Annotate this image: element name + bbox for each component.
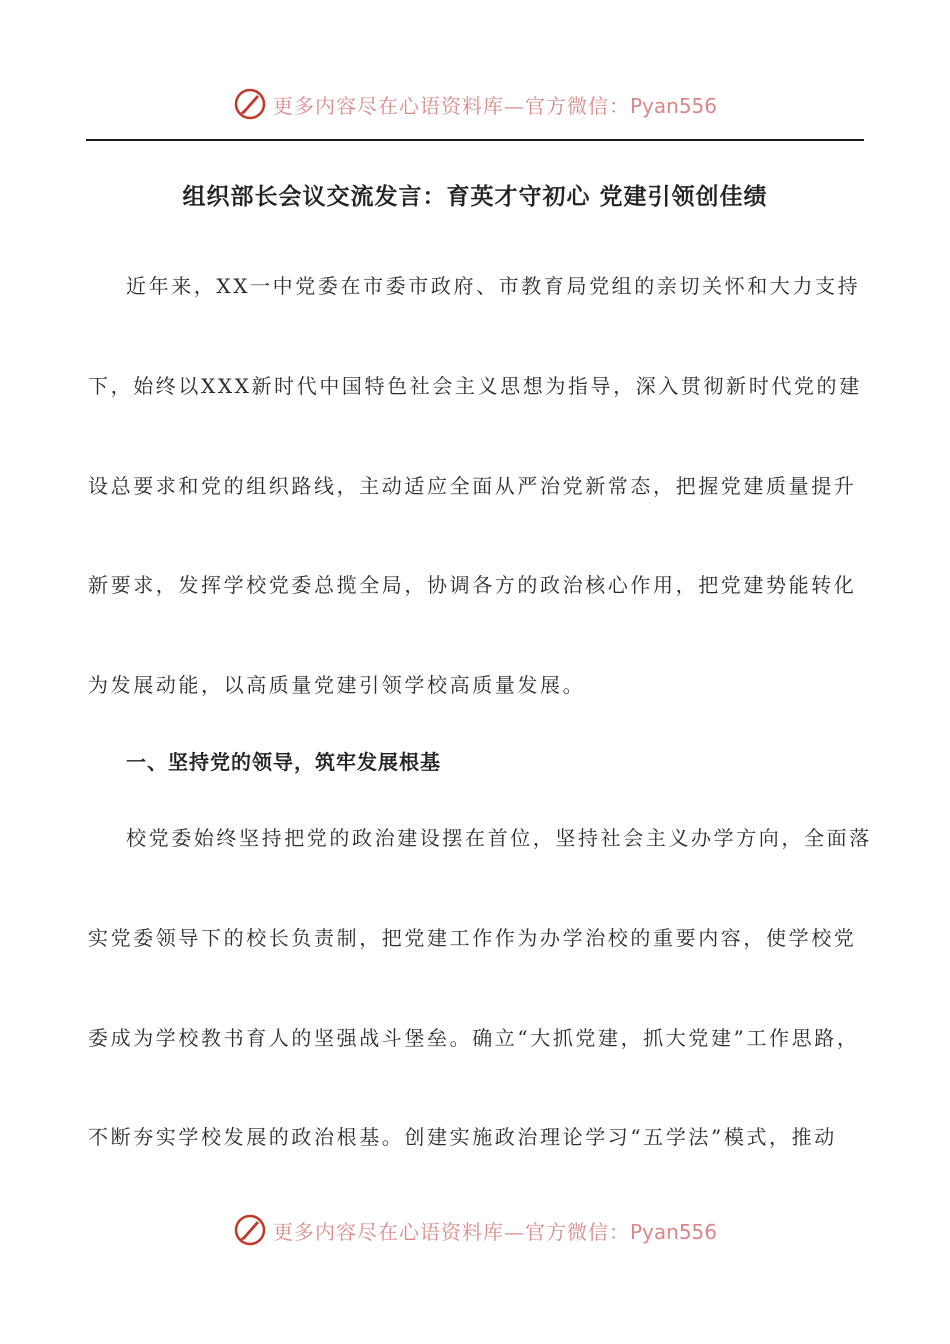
paragraph-line: 新要求，发挥学校党委总揽全局，协调各方的政治核心作用，把党建势能转化 (88, 573, 857, 597)
header-banner (0, 82, 950, 126)
wechat-id: Pyan556 (629, 1219, 717, 1244)
paragraph-line: 不断夯实学校发展的政治根基。创建实施政治理论学习“五学法”模式，推动 (88, 1125, 837, 1149)
paragraph-line: 近年来，XX一中党委在市委市政府、市教育局党组的亲切关怀和大力支持 (126, 274, 861, 298)
feather-pen-logo-icon (233, 87, 267, 121)
feather-pen-logo-icon (233, 1213, 267, 1247)
banner-text: 更多内容尽在心语资料库—官方微信：Pyan556 (272, 1219, 717, 1244)
paragraph-line: 校党委始终坚持把党的政治建设摆在首位，坚持社会主义办学方向，全面落 (126, 826, 872, 850)
footer-banner (0, 1208, 950, 1252)
wechat-id: Pyan556 (629, 93, 717, 118)
document-title: 组织部长会议交流发言：育英才守初心 党建引领创佳绩 (182, 184, 768, 210)
paragraph-line: 为发展动能，以高质量党建引领学校高质量发展。 (88, 673, 586, 697)
section-heading: 一、坚持党的领导，筑牢发展根基 (126, 750, 441, 774)
paragraph-line: 实党委领导下的校长负责制，把党建工作作为办学治校的重要内容，使学校党 (88, 926, 857, 950)
paragraph-line: 下，始终以XXX新时代中国特色社会主义思想为指导，深入贯彻新时代党的建 (88, 374, 862, 398)
paragraph-line: 委成为学校教书育人的坚强战斗堡垒。确立“大抓党建，抓大党建”工作思路， (88, 1026, 860, 1050)
banner-text: 更多内容尽在心语资料库—官方微信：Pyan556 (272, 93, 717, 118)
header-rule (86, 139, 864, 141)
paragraph-line: 设总要求和党的组织路线，主动适应全面从严治党新常态，把握党建质量提升 (88, 474, 857, 498)
